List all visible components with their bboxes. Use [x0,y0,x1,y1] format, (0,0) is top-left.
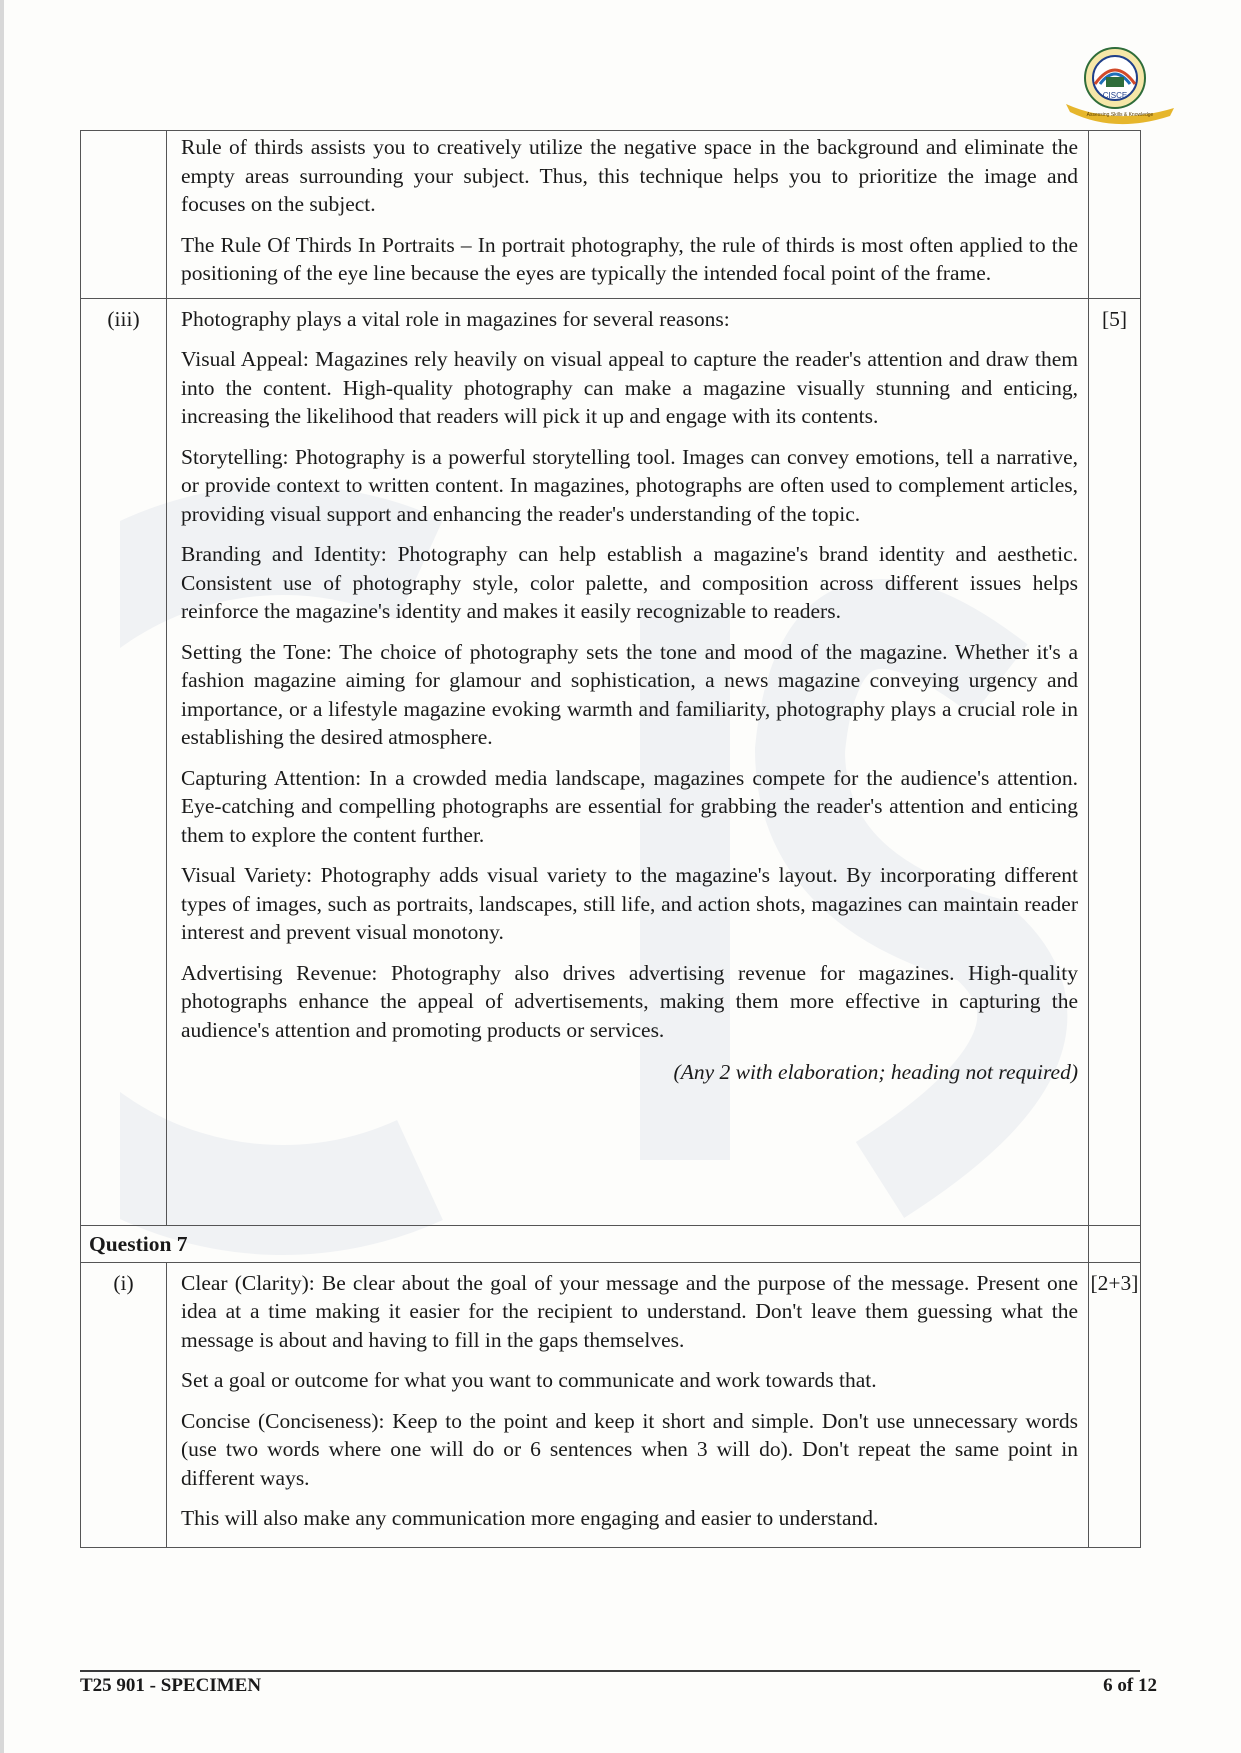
answer-paragraph: Photography plays a vital role in magazines for several reasons: [181,306,730,331]
answer-paragraph: Setting the Tone: The choice of photography sets the tone and mood of the magazine. Whether it's a fashion magazine aiming for glamour and sophistication, a news magazine conveying urgency and importance, or a lifestyle magazine evoking warmth and familiarity, photography plays a crucial role in establishing the desired atmosphere. [181,639,1078,749]
marks-cell: [5] [1089,298,1141,1225]
question-number: (i) [81,1262,167,1547]
answer-paragraph: Visual Appeal: Magazines rely heavily on visual appeal to capture the reader's attention and draw them into the content. High-quality photography can make a magazine visually stunning and enticing, increasing the likelihood that readers will pick it up and engage with its contents. [181,347,1078,428]
question-heading: Question 7 [81,1225,1089,1262]
answer-paragraph: The Rule Of Thirds In Portraits – In portrait photography, the rule of thirds is most often applied to the positioning of the eye line because the eyes are typically the intended focal point of the frame. [181,232,1078,285]
question-heading-row [81,1225,1141,1262]
answer-cell [167,131,1089,299]
marks-cell [1089,1225,1141,1262]
page-edge-shadow [0,0,4,1753]
table-row [81,298,1141,1225]
answer-cell [167,298,1089,1225]
answer-paragraph: Storytelling: Photography is a powerful storytelling tool. Images can convey emotions, tell a narrative, or provide context to written content. In magazines, photographs are often used to complement articles, providing visual support and enhancing the reader's understanding of the topic. [181,444,1078,526]
answer-paragraph: Visual Variety: Photography adds visual variety to the magazine's layout. By incorporating different types of images, such as portraits, landscapes, still life, and action shots, magazines can maintain reader interest and prevent visual monotony. [181,863,1078,944]
answer-paragraph: Set a goal or outcome for what you want to communicate and work towards that. [181,1368,877,1392]
cisce-logo [1060,44,1180,126]
table-row [81,131,1141,299]
question-number: (iii) [81,298,167,1225]
answer-paragraph: Capturing Attention: In a crowded media landscape, magazines compete for the audience's attention. Eye-catching and compelling photographs are essential for grabbing the reader's attention and enticing them to explore the content further. [181,765,1078,847]
answer-paragraph: Branding and Identity: Photography can help establish a magazine's brand identity and aesthetic. Consistent use of photography style, color palette, and composition across different issues helps reinforce the magazine's identity and makes it easily recognizable to readers. [181,542,1078,623]
footer-divider [80,1670,1140,1672]
answer-paragraph: This will also make any communication more engaging and easier to understand. [181,1506,879,1530]
marking-note: (Any 2 with elaboration; heading not required) [673,1060,1078,1084]
svg-text:Assessing Skills & Knowledge: Assessing Skills & Knowledge [1086,112,1154,118]
page-number: 6 of 12 [1103,1675,1157,1696]
table-row [81,1262,1141,1547]
marks-cell: [2+3] [1089,1262,1141,1547]
answer-paragraph: Rule of thirds assists you to creatively utilize the negative space in the background and eliminate the empty areas surrounding your subject. Thus, this technique helps you to prioritize the image and focuses on the subject. [181,135,1078,216]
answer-paragraph: Concise (Conciseness): Keep to the point and keep it short and simple. Don't use unnecessary words (use two words where one will do or 6 sentences when 3 will do). Don't repeat the same point in different ways. [181,1408,1078,1490]
svg-text:CISCE: CISCE [1102,91,1128,100]
marking-scheme-table [80,130,1141,1548]
answer-cell [167,1262,1089,1547]
answer-paragraph: Clear (Clarity): Be clear about the goal of your message and the purpose of the message. Present one idea at a time making it easier for the recipient to understand. Don't leave them guessing what the message is about and having to fill in the gaps themselves. [181,1270,1078,1352]
answer-paragraph: Advertising Revenue: Photography also drives advertising revenue for magazines. High-quality photographs enhance the appeal of advertisements, making them more effective in capturing the audience's attention and promoting products or services. [181,960,1078,1042]
marks-cell [1089,131,1141,299]
footer-code: T25 901 - SPECIMEN [80,1675,262,1696]
question-number [81,131,167,299]
